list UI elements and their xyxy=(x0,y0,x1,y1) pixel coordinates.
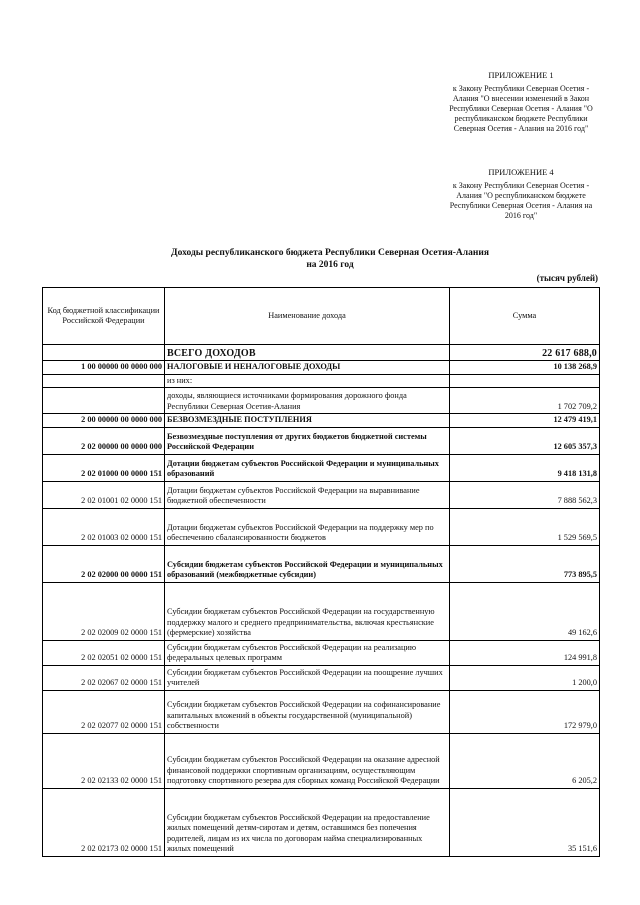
row-name: Субсидии бюджетам субъектов Российской Федерации на поощрение лучших учителей xyxy=(165,665,450,690)
row-name: доходы, являющиеся источниками формирования дорожного фонда Республики Северная Осетия-Алания xyxy=(165,388,450,414)
row-name: Безвозмездные поступления от других бюджетов бюджетной системы Российской Федерации xyxy=(165,427,450,454)
appendix-4-text: к Закону Республики Северная Осетия - Алания "О республиканском бюджете Республики Северная Осетия - Алания на 2016 год" xyxy=(449,181,593,220)
table-row xyxy=(43,361,600,375)
row-sum: 10 138 268,9 xyxy=(450,361,600,375)
table-row xyxy=(43,481,600,508)
document-title xyxy=(60,247,600,271)
row-code: 2 02 02077 02 0000 151 xyxy=(43,690,165,733)
row-sum: 22 617 688,0 xyxy=(450,345,600,361)
header-code: Код бюджетной классификации Российской Федерации xyxy=(43,288,165,345)
row-name: Субсидии бюджетам субъектов Российской Федерации на софинансирование капитальных вложений в объекты государственной (муниципальной) собственности xyxy=(165,690,450,733)
appendix-4-title: ПРИЛОЖЕНИЕ 4 xyxy=(488,167,554,177)
row-sum: 773 895,5 xyxy=(450,545,600,582)
table-row xyxy=(43,388,600,414)
row-name: Субсидии бюджетам субъектов Российской Федерации на оказание адресной финансовой поддержки спортивным организациям, осуществляющим подготовку спортивного резерва для сборных команд Российской Федерации xyxy=(165,733,450,788)
table-row xyxy=(43,454,600,481)
table-row xyxy=(43,733,600,788)
row-code: 2 02 01001 02 0000 151 xyxy=(43,481,165,508)
row-sum: 7 888 562,3 xyxy=(450,481,600,508)
table-row xyxy=(43,427,600,454)
appendix-1-header xyxy=(447,70,595,134)
row-name: Дотации бюджетам субъектов Российской Федерации и муниципальных образований xyxy=(165,454,450,481)
row-code: 2 02 02009 02 0000 151 xyxy=(43,582,165,640)
table-header-row xyxy=(43,288,600,345)
table-row xyxy=(43,582,600,640)
row-sum: 1 529 569,5 xyxy=(450,508,600,545)
row-code: 1 00 00000 00 0000 000 xyxy=(43,361,165,375)
row-name: Субсидии бюджетам субъектов Российской Федерации на государственную поддержку малого и среднего предпринимательства, включая крестьянские (фермерские) хозяйства xyxy=(165,582,450,640)
row-sum: 1 200,0 xyxy=(450,665,600,690)
row-name: из них: xyxy=(165,374,450,388)
row-code: 2 00 00000 00 0000 000 xyxy=(43,414,165,428)
row-sum: 35 151,6 xyxy=(450,788,600,856)
row-code: 2 02 02173 02 0000 151 xyxy=(43,788,165,856)
row-sum: 124 991,8 xyxy=(450,640,600,665)
row-sum: 172 979,0 xyxy=(450,690,600,733)
row-code xyxy=(43,374,165,388)
row-code: 2 02 02000 00 0000 151 xyxy=(43,545,165,582)
table-row xyxy=(43,345,600,361)
row-code: 2 02 01003 02 0000 151 xyxy=(43,508,165,545)
row-sum: 12 479 419,1 xyxy=(450,414,600,428)
row-sum: 49 162,6 xyxy=(450,582,600,640)
table-row xyxy=(43,665,600,690)
revenue-table xyxy=(42,287,600,857)
table-row xyxy=(43,690,600,733)
appendix-1-text: к Закону Республики Северная Осетия - Алания "О внесении изменений в Закон Республики Северная Осетия - Алания "О республиканском бюджете Республики Северная Осетия - Алания на 2016 год" xyxy=(449,84,593,133)
row-code xyxy=(43,345,165,361)
row-name: Дотации бюджетам субъектов Российской Федерации на поддержку мер по обеспечению сбалансированности бюджетов xyxy=(165,508,450,545)
appendix-4-header xyxy=(447,167,595,221)
row-sum: 6 205,2 xyxy=(450,733,600,788)
row-sum xyxy=(450,374,600,388)
row-code: 2 02 00000 00 0000 000 xyxy=(43,427,165,454)
row-code: 2 02 02051 02 0000 151 xyxy=(43,640,165,665)
row-name: БЕЗВОЗМЕЗДНЫЕ ПОСТУПЛЕНИЯ xyxy=(165,414,450,428)
row-name: Субсидии бюджетам субъектов Российской Федерации на предоставление жилых помещений детям-сиротам и детям, оставшимся без попечения родителей, лицам из их числа по договорам найма специализированных жилых помещений xyxy=(165,788,450,856)
row-sum: 12 605 357,3 xyxy=(450,427,600,454)
row-name: Субсидии бюджетам субъектов Российской Федерации и муниципальных образований (межбюджетные субсидии) xyxy=(165,545,450,582)
table-row xyxy=(43,545,600,582)
row-code: 2 02 02067 02 0000 151 xyxy=(43,665,165,690)
table-row xyxy=(43,640,600,665)
row-code: 2 02 02133 02 0000 151 xyxy=(43,733,165,788)
document-title-line-2: на 2016 год xyxy=(306,260,354,270)
document-title-line-1: Доходы республиканского бюджета Республики Северная Осетия-Алания xyxy=(171,248,489,258)
row-name: Дотации бюджетам субъектов Российской Федерации на выравнивание бюджетной обеспеченности xyxy=(165,481,450,508)
header-sum: Сумма xyxy=(450,288,600,345)
table-row xyxy=(43,374,600,388)
row-name: НАЛОГОВЫЕ И НЕНАЛОГОВЫЕ ДОХОДЫ xyxy=(165,361,450,375)
header-name: Наименование дохода xyxy=(165,288,450,345)
table-row xyxy=(43,508,600,545)
table-row xyxy=(43,414,600,428)
row-sum: 1 702 709,2 xyxy=(450,388,600,414)
appendix-1-title: ПРИЛОЖЕНИЕ 1 xyxy=(488,70,554,80)
table-row xyxy=(43,788,600,856)
row-name: ВСЕГО ДОХОДОВ xyxy=(165,345,450,361)
row-code xyxy=(43,388,165,414)
row-sum: 9 418 131,8 xyxy=(450,454,600,481)
row-code: 2 02 01000 00 0000 151 xyxy=(43,454,165,481)
row-name: Субсидии бюджетам субъектов Российской Федерации на реализацию федеральных целевых программ xyxy=(165,640,450,665)
units-label: (тысяч рублей) xyxy=(536,273,598,283)
